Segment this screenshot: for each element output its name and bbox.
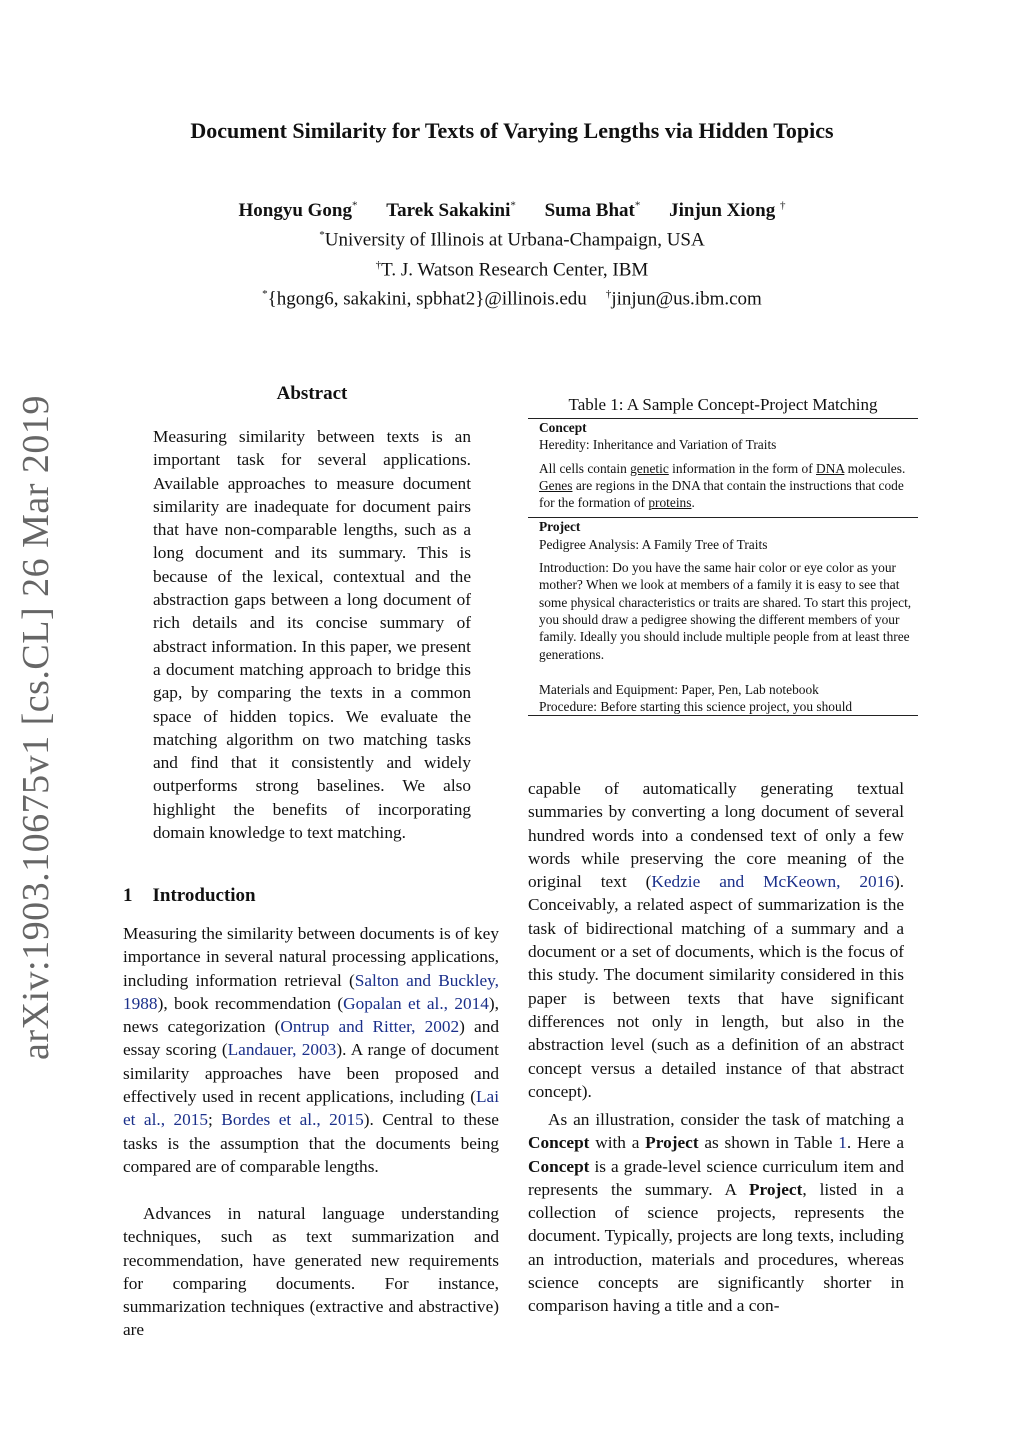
section-number: 1 [123,885,133,906]
intro-paragraph-3: capable of automatically generating textual summaries by converting a long document of several hundred words into a condensed text of only a few words while preserving the core meaning of the original text (Kedzie and McKeown, 2016). Conceivably, a related aspect of summarization is the task of bidirectional matching of a summary and a document or a set of documents, which is the focus of this study. The document similarity considered in this paper is between texts that have significant differences not only in length, but also in the abstraction level (such as a definition of an abstract concept versus a detailed instance of that abstract concept). [528,779,905,1101]
abstract-heading: Abstract [276,383,348,404]
author-name: Jinjun Xiong † [669,200,786,222]
author-emails: *{hgong6, sakakini, spbhat2}@illinois.edu †jinjun@us.ibm.com [262,287,762,310]
table-concept-section [528,419,918,511]
citation-link[interactable]: Ontrup and Ritter, 2002 [280,1017,460,1037]
table-project-section [528,518,918,715]
affiliation-ibm: †T. J. Watson Research Center, IBM [375,258,649,280]
intro-paragraph-4: As an illustration, consider the task of matching a Concept with a Project as shown in Table 1. Here a Concept is a grade-level science curriculum item and represents the summary. A Project, listed in a collection of science projects, represents the document. Typically, projects are long texts, including an introduction, materials and procedures, whereas science concepts are significantly shorter in comparison having a title and a con- [528,1110,904,1316]
table-caption: Table 1: A Sample Concept-Project Matching [568,395,878,414]
table-concept-text: All cells contain genetic information in the form of DNA molecules. Genes are regions in the DNA that contain the instructions that code for the formation of proteins. [539,460,906,511]
arxiv-stamp: arXiv:1903.10675v1 [cs.CL] 26 Mar 2019 [15,395,57,1060]
citation-link[interactable]: Kedzie and McKeown, 2016 [651,872,894,892]
table-concept-title: Heredity: Inheritance and Variation of Traits [539,437,777,453]
section-heading-introduction [123,885,256,907]
intro-paragraph-1: Measuring the similarity between documents is of key importance in several natural processing applications, including information retrieval (Salton and Buckley, 1988), book recommendation (Gopalan et al., 2014), news categorization (Ontrup and Ritter, 2002) and essay scoring (Landauer, 2003). A range of document similarity approaches have been proposed and effectively used in recent applications, including (Lai et al., 2015; Bordes et al., 2015). Central to these tasks is the assumption that the documents being compared are of comparable lengths. [123,924,499,1176]
table-project-materials: Materials and Equipment: Paper, Pen, Lab notebook [539,681,819,697]
author-block [0,194,1024,311]
intro-paragraph-2: Advances in natural language understanding techniques, such as text summarization and recommendation, have generated new requirements for comparing documents. For instance, summarization techniques (extractive and abstractive) are [123,1204,499,1340]
citation-link[interactable]: Salton and Buckley, 1988 [123,970,499,1013]
author-name: Suma Bhat* [544,200,641,222]
citation-link[interactable]: Lai et al., 2015 [123,1087,499,1130]
author-name: Tarek Sakakini* [386,200,516,222]
abstract-text: Measuring similarity between texts is an important task for several applications. Available approaches to measure document similarity are inadequate for document pairs that have non-comparable lengths, such as a long document and its summary. This is because of the lexical, contextual and the abstraction gaps between a long document of rich details and its concise summary of abstract information. In this paper, we present a document matching approach to bridge this gap, by comparing the texts in a common space of hidden topics. We evaluate the matching algorithm on two matching tasks and find that it consistently and widely outperforms strong baselines. We also highlight the benefits of incorporating domain knowledge to text matching. [153,427,471,843]
citation-link[interactable]: Gopalan et al., 2014 [343,993,489,1013]
table-concept-heading: Concept [539,420,587,435]
table-project-heading: Project [539,519,581,535]
affiliation-illinois: *University of Illinois at Urbana-Champaign, USA [319,229,705,251]
table-reference-link[interactable]: 1 [838,1133,847,1153]
author-name: Hongyu Gong* [238,200,358,222]
concept-project-table [528,418,918,716]
table-project-title: Pedigree Analysis: A Family Tree of Traits [539,536,768,552]
section-title: Introduction [152,885,256,906]
table-rule [528,715,918,716]
table-project-intro: Introduction: Do you have the same hair color or eye color as your mother? When we look at members of a family it is easy to see that some physical characteristics or traits are shared. To start this project, you should draw a pedigree showing the different members of your family. Ideally you should include multiple people from at least three generations. [539,560,912,662]
table-project-procedure: Procedure: Before starting this science project, you should [539,699,853,715]
citation-link[interactable]: Landauer, 2003 [227,1040,337,1060]
author-names [0,194,1024,223]
citation-link[interactable]: Bordes et al., 2015 [221,1110,364,1130]
paper-title: Document Similarity for Texts of Varying Lengths via Hidden Topics [190,118,834,143]
